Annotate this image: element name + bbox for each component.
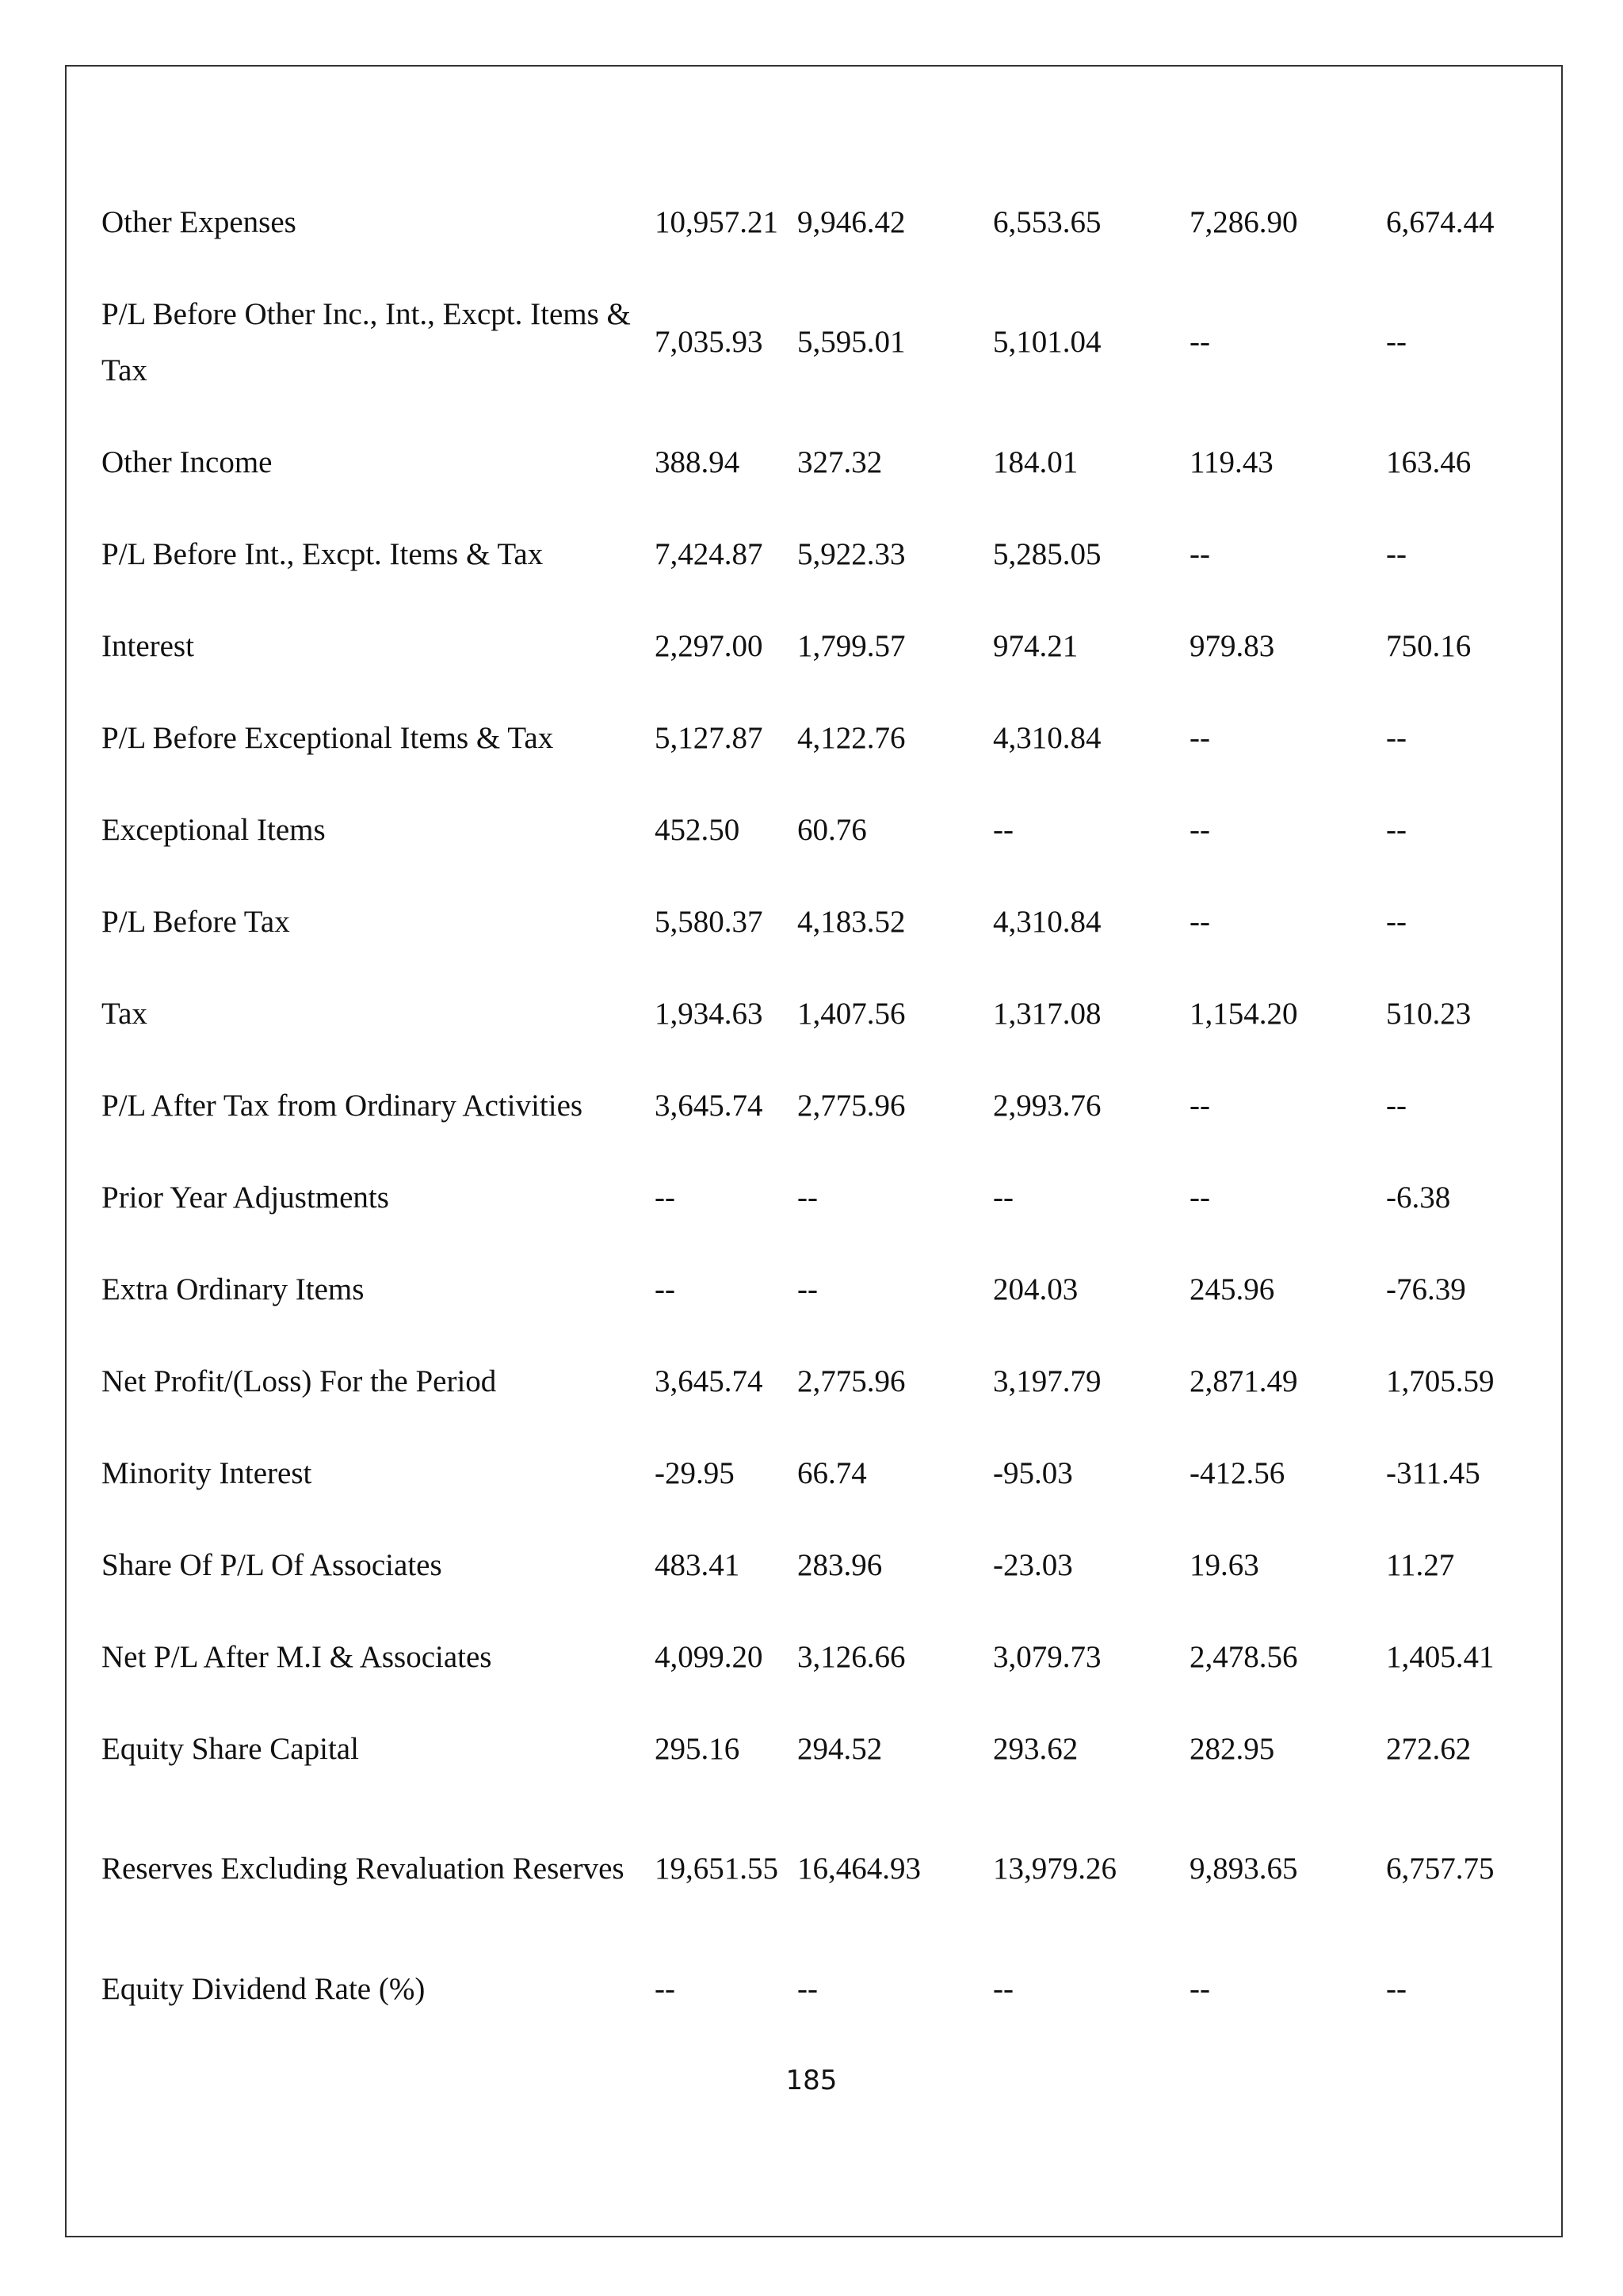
value-cell: 5,285.05 (993, 536, 1102, 571)
value-cell: 5,101.04 (993, 325, 1102, 359)
value-cell: 204.03 (993, 1272, 1079, 1306)
table-row (101, 1427, 1528, 1519)
value-cell: 4,183.52 (797, 904, 906, 939)
value-cell: -- (993, 1971, 1014, 2006)
value-cell: 3,645.74 (655, 1363, 763, 1398)
row-label: Extra Ordinary Items (101, 1272, 365, 1306)
table-row (101, 967, 1528, 1059)
value-cell: 2,775.96 (797, 1088, 906, 1123)
row-label: Reserves Excluding Revaluation Reserves (101, 1852, 624, 1886)
table-row (101, 1943, 1528, 2035)
table-row (101, 416, 1528, 508)
value-cell: 119.43 (1190, 444, 1274, 479)
row-label: Exceptional Items (101, 812, 326, 847)
value-cell: -- (1386, 720, 1407, 755)
table-row (101, 1335, 1528, 1427)
table-row (101, 1611, 1528, 1703)
value-cell: -- (1190, 536, 1210, 571)
table-row (101, 1794, 1528, 1943)
value-cell: 1,799.57 (797, 628, 906, 663)
value-cell: 1,154.20 (1190, 996, 1298, 1031)
page-number: 185 (785, 2065, 838, 2096)
value-cell: -412.56 (1190, 1455, 1285, 1490)
value-cell: 295.16 (655, 1731, 740, 1766)
value-cell: -- (1386, 536, 1407, 571)
value-cell: -- (993, 812, 1014, 847)
value-cell: 2,775.96 (797, 1363, 906, 1398)
table-row (101, 268, 1528, 416)
row-label: Minority Interest (101, 1455, 312, 1490)
value-cell: 4,122.76 (797, 720, 906, 755)
value-cell: -- (1190, 720, 1210, 755)
value-cell: 510.23 (1386, 996, 1472, 1031)
value-cell: 4,099.20 (655, 1639, 763, 1674)
value-cell: -- (1386, 904, 1407, 939)
value-cell: 3,645.74 (655, 1088, 763, 1123)
value-cell: -- (797, 1272, 818, 1306)
table-row (101, 784, 1528, 875)
table-row (101, 692, 1528, 784)
row-label: Net Profit/(Loss) For the Period (101, 1363, 497, 1398)
value-cell: 6,757.75 (1386, 1852, 1495, 1886)
value-cell: 2,478.56 (1190, 1639, 1298, 1674)
value-cell: 6,553.65 (993, 204, 1102, 239)
value-cell: 3,079.73 (993, 1639, 1102, 1674)
value-cell: 9,893.65 (1190, 1852, 1298, 1886)
value-cell: 13,979.26 (993, 1852, 1117, 1886)
value-cell: 9,946.42 (797, 204, 906, 239)
value-cell: 452.50 (655, 812, 740, 847)
value-cell: 5,595.01 (797, 325, 906, 359)
value-cell: 750.16 (1386, 628, 1472, 663)
value-cell: 294.52 (797, 1731, 883, 1766)
value-cell: -- (993, 1180, 1014, 1215)
value-cell: 974.21 (993, 628, 1079, 663)
value-cell: 327.32 (797, 444, 883, 479)
row-label: Net P/L After M.I & Associates (101, 1639, 492, 1674)
value-cell: 1,934.63 (655, 996, 763, 1031)
value-cell: 245.96 (1190, 1272, 1275, 1306)
value-cell: 7,286.90 (1190, 204, 1298, 239)
row-label: P/L Before Int., Excpt. Items & Tax (101, 536, 544, 571)
table-row (101, 1059, 1528, 1151)
value-cell: -- (1190, 1971, 1210, 2006)
value-cell: 483.41 (655, 1547, 740, 1582)
value-cell: 66.74 (797, 1455, 867, 1490)
row-label: Interest (101, 628, 194, 663)
table-row (101, 1151, 1528, 1243)
value-cell: 11.27 (1386, 1547, 1455, 1582)
value-cell: 163.46 (1386, 444, 1472, 479)
value-cell: 19.63 (1190, 1547, 1259, 1582)
value-cell: -- (655, 1971, 675, 2006)
value-cell: 5,127.87 (655, 720, 763, 755)
value-cell: -95.03 (993, 1455, 1073, 1490)
value-cell: 1,405.41 (1386, 1639, 1495, 1674)
value-cell: -- (797, 1971, 818, 2006)
value-cell: 283.96 (797, 1547, 883, 1582)
value-cell: 1,317.08 (993, 996, 1102, 1031)
value-cell: 282.95 (1190, 1731, 1275, 1766)
value-cell: 3,126.66 (797, 1639, 906, 1674)
table-row (101, 176, 1528, 268)
table-row (101, 875, 1528, 967)
table-row (101, 1519, 1528, 1611)
value-cell: 7,424.87 (655, 536, 763, 571)
value-cell: 2,993.76 (993, 1088, 1102, 1123)
value-cell: -- (1190, 325, 1210, 359)
row-label: Equity Share Capital (101, 1731, 359, 1766)
row-label: P/L Before Tax (101, 904, 290, 939)
value-cell: -6.38 (1386, 1180, 1451, 1215)
value-cell: 2,297.00 (655, 628, 763, 663)
row-label: P/L After Tax from Ordinary Activities (101, 1088, 583, 1123)
value-cell: -- (1386, 1971, 1407, 2006)
value-cell: -- (1386, 325, 1407, 359)
table-row (101, 1243, 1528, 1335)
row-label: Share Of P/L Of Associates (101, 1547, 442, 1582)
value-cell: 293.62 (993, 1731, 1079, 1766)
value-cell: 60.76 (797, 812, 867, 847)
value-cell: 4,310.84 (993, 720, 1102, 755)
financial-table (101, 176, 1528, 2035)
value-cell: 979.83 (1190, 628, 1275, 663)
value-cell: 388.94 (655, 444, 740, 479)
row-label: Equity Dividend Rate (%) (101, 1971, 426, 2006)
value-cell: -- (655, 1272, 675, 1306)
value-cell: 4,310.84 (993, 904, 1102, 939)
value-cell: 16,464.93 (797, 1852, 921, 1886)
value-cell: 10,957.21 (655, 204, 778, 239)
value-cell: 1,407.56 (797, 996, 906, 1031)
value-cell: 1,705.59 (1386, 1363, 1495, 1398)
value-cell: 5,580.37 (655, 904, 763, 939)
value-cell: 184.01 (993, 444, 1079, 479)
row-label: Other Expenses (101, 204, 296, 239)
table-row (101, 600, 1528, 692)
value-cell: -311.45 (1386, 1455, 1480, 1490)
value-cell: -- (797, 1180, 818, 1215)
value-cell: -76.39 (1386, 1272, 1466, 1306)
value-cell: 2,871.49 (1190, 1363, 1298, 1398)
row-label: P/L Before Exceptional Items & Tax (101, 720, 554, 755)
table-row (101, 508, 1528, 600)
value-cell: -- (1190, 812, 1210, 847)
value-cell: 3,197.79 (993, 1363, 1102, 1398)
row-label: Other Income (101, 444, 273, 479)
value-cell: -- (1190, 1180, 1210, 1215)
value-cell: -- (1190, 1088, 1210, 1123)
value-cell: 19,651.55 (655, 1852, 778, 1886)
value-cell: -- (655, 1180, 675, 1215)
value-cell: -23.03 (993, 1547, 1073, 1582)
value-cell: 272.62 (1386, 1731, 1472, 1766)
table-row (101, 1703, 1528, 1794)
row-label: Tax (101, 996, 147, 1031)
value-cell: -- (1190, 904, 1210, 939)
row-label: P/L Before Other Inc., Int., Excpt. Items & Tax (101, 296, 631, 387)
value-cell: -29.95 (655, 1455, 735, 1490)
value-cell: -- (1386, 1088, 1407, 1123)
row-label: Prior Year Adjustments (101, 1180, 389, 1215)
value-cell: 7,035.93 (655, 325, 763, 359)
value-cell: -- (1386, 812, 1407, 847)
value-cell: 6,674.44 (1386, 204, 1495, 239)
value-cell: 5,922.33 (797, 536, 906, 571)
